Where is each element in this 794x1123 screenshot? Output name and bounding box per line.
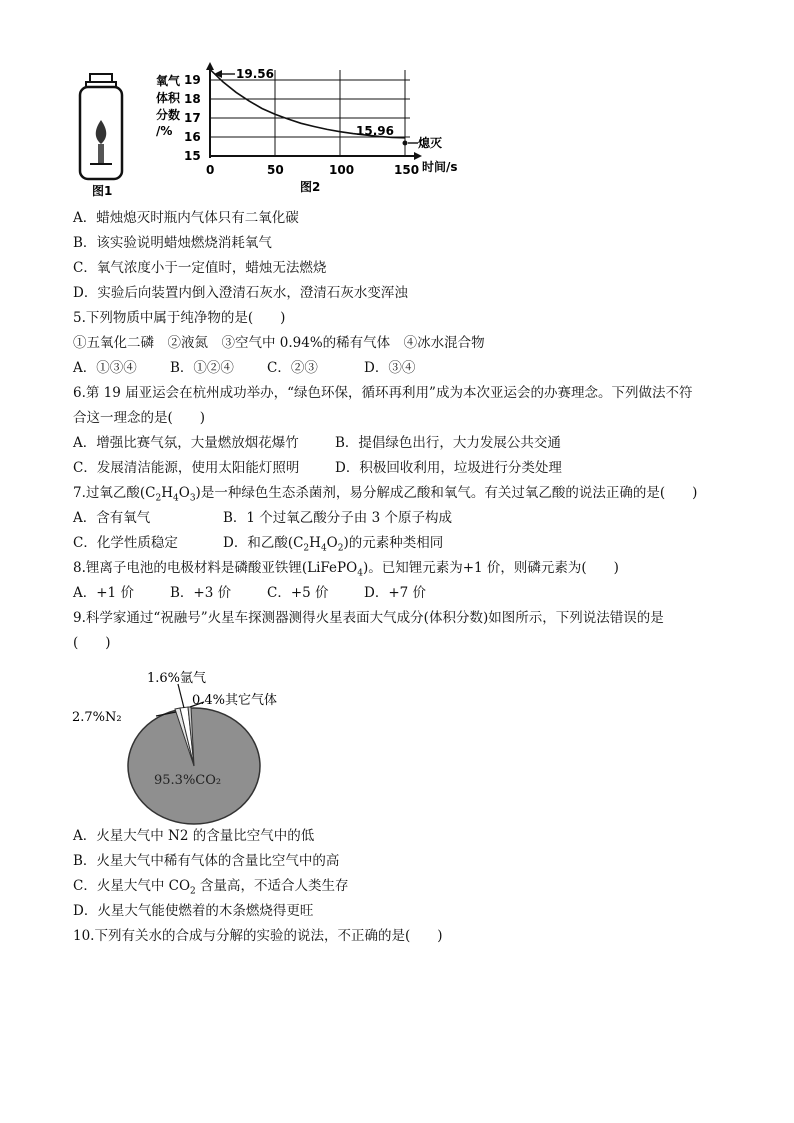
q7-sub1: 2 bbox=[155, 493, 162, 504]
q10-stem: 10.下列有关水的合成与分解的实验的说法，不正确的是( ) bbox=[73, 928, 443, 944]
q8-stem bbox=[73, 558, 619, 584]
y-label-line-3: 分数 bbox=[156, 108, 181, 122]
q7-option-a: A．含有氧气 bbox=[73, 510, 151, 526]
q6-stem-line2: 合这一理念的是( ) bbox=[73, 410, 206, 426]
q8-option-a: A．+1 价 bbox=[73, 585, 134, 601]
q7-option-d-b: H bbox=[309, 535, 321, 551]
q7-option-d-d: )的元素种类相同 bbox=[343, 535, 444, 551]
y-tick-17: 17 bbox=[184, 111, 201, 125]
q7-sub2: 4 bbox=[173, 493, 179, 504]
q7-option-d bbox=[223, 535, 444, 554]
q7-options-row1 bbox=[73, 508, 452, 528]
annotation-event: 熄灭 bbox=[418, 136, 443, 150]
q7-d-sub3: 2 bbox=[337, 543, 344, 554]
q9-option-a: A．火星大气中 N2 的含量比空气中的低 bbox=[73, 828, 315, 844]
q6-option-a: A．增强比赛气氛，大量燃放烟花爆竹 bbox=[73, 435, 299, 451]
x-tick-50: 50 bbox=[267, 163, 284, 177]
q7-option-d-a: D．和乙酸(C bbox=[223, 535, 304, 551]
q9-option-c-sub: 2 bbox=[190, 886, 196, 897]
q8-stem-b: )。已知锂元素为+1 价，则磷元素为( ) bbox=[362, 560, 619, 576]
y-tick-15: 15 bbox=[184, 149, 201, 163]
leader-argon bbox=[178, 684, 184, 708]
q6-options-row2 bbox=[73, 458, 597, 478]
pie-svg bbox=[70, 666, 310, 826]
y-tick-18: 18 bbox=[184, 92, 201, 106]
q7-option-b: B．1 个过氧乙酸分子由 3 个原子构成 bbox=[223, 510, 452, 526]
figure1-caption: 图1 bbox=[92, 184, 113, 198]
q4-option-b: B．该实验说明蜡烛燃烧消耗氧气 bbox=[73, 235, 272, 251]
q9-option-b: B．火星大气中稀有气体的含量比空气中的高 bbox=[73, 853, 340, 869]
q7-option-c: C．化学性质稳定 bbox=[73, 535, 178, 551]
q9-stem-line1: 9.科学家通过“祝融号”火星车探测器测得火星表面大气成分(体积分数)如图所示，下列说法错误的是 bbox=[73, 610, 664, 626]
q4-option-c: C．氧气浓度小于一定值时，蜡烛无法燃烧 bbox=[73, 260, 327, 276]
q7-options-row2 bbox=[73, 533, 443, 559]
q5-option-c: C．②③ bbox=[267, 360, 318, 376]
pie-label-n2: 2.7%N₂ bbox=[72, 710, 122, 725]
q8-stem-a: 8.锂离子电池的电极材料是磷酸亚铁锂(LiFePO bbox=[73, 560, 358, 576]
annotation-end: 15.96 bbox=[356, 124, 394, 138]
q7-stem bbox=[73, 483, 697, 509]
pie-label-co2: 95.3%CO₂ bbox=[154, 773, 222, 788]
y-tick-19: 19 bbox=[184, 73, 201, 87]
figure2-caption: 图2 bbox=[300, 180, 321, 194]
q7-d-sub1: 2 bbox=[303, 543, 310, 554]
pie-label-other: 0.4%其它气体 bbox=[192, 693, 278, 708]
pie-label-argon: 1.6%氩气 bbox=[147, 671, 207, 686]
y-ticks bbox=[184, 73, 201, 163]
q8-option-d: D．+7 价 bbox=[364, 585, 427, 601]
q9-option-d: D．火星大气能使燃着的木条燃烧得更旺 bbox=[73, 903, 314, 919]
q7-option-d-c: O bbox=[326, 535, 338, 551]
x-tick-0: 0 bbox=[206, 163, 215, 177]
q9-stem-line2: ( ) bbox=[73, 635, 111, 651]
chart-grid bbox=[210, 70, 410, 156]
q5-option-a: A．①③④ bbox=[73, 360, 137, 376]
y-axis-arrow bbox=[206, 62, 214, 70]
q7-stem-b: H bbox=[161, 485, 173, 501]
q6-option-d: D．积极回收利用，垃圾进行分类处理 bbox=[335, 460, 562, 476]
mars-atmosphere-pie bbox=[70, 666, 310, 826]
q6-options-row1 bbox=[73, 433, 597, 453]
q7-stem-a: 7.过氧乙酸(C bbox=[73, 485, 156, 501]
q9-option-c-a: C．火星大气中 CO bbox=[73, 878, 191, 894]
q8-option-b: B．+3 价 bbox=[170, 585, 232, 601]
q9-option-c bbox=[73, 876, 349, 902]
q7-d-sub2: 4 bbox=[320, 543, 327, 554]
q8-option-c: C．+5 价 bbox=[267, 585, 329, 601]
q5-option-b: B．①②④ bbox=[170, 360, 234, 376]
figure-region bbox=[70, 62, 490, 202]
annotation-start: 19.56 bbox=[236, 67, 274, 81]
q8-options bbox=[73, 583, 461, 603]
q7-stem-c: O bbox=[178, 485, 190, 501]
q9-option-c-b: 含量高，不适合人类生存 bbox=[195, 878, 349, 894]
x-tick-150: 150 bbox=[394, 163, 420, 177]
x-ticks bbox=[206, 163, 419, 177]
q5-options bbox=[73, 358, 461, 378]
q5-items: ①五氧化二磷 ②液氮 ③空气中 0.94%的稀有气体 ④冰水混合物 bbox=[73, 335, 485, 351]
q7-stem-d: )是一种绿色生态杀菌剂，易分解成乙酸和氧气。有关过氧乙酸的说法正确的是( ) bbox=[195, 485, 698, 501]
y-label-line-2: 体积 bbox=[156, 91, 181, 105]
y-tick-16: 16 bbox=[184, 130, 201, 144]
q6-option-c: C．发展清洁能源，使用太阳能灯照明 bbox=[73, 460, 300, 476]
x-axis-arrow bbox=[414, 152, 422, 160]
x-axis-label: 时间/s bbox=[422, 160, 458, 174]
q6-option-b: B．提倡绿色出行，大力发展公共交通 bbox=[335, 435, 561, 451]
extinguish-point bbox=[403, 141, 408, 146]
jar-illustration bbox=[80, 74, 122, 179]
q4-option-a: A．蜡烛熄灭时瓶内气体只有二氧化碳 bbox=[73, 210, 299, 226]
y-label-line-4: /% bbox=[156, 124, 173, 138]
x-tick-100: 100 bbox=[329, 163, 355, 177]
q8-stem-sub: 4 bbox=[357, 568, 363, 579]
q7-sub3: 3 bbox=[189, 493, 196, 504]
figures-svg bbox=[70, 62, 490, 202]
q5-stem: 5.下列物质中属于纯净物的是( ) bbox=[73, 310, 286, 326]
y-label-line-1: 氧气 bbox=[156, 74, 181, 88]
q5-option-d: D．③④ bbox=[364, 360, 416, 376]
q4-option-d: D．实验后向装置内倒入澄清石灰水，澄清石灰水变浑浊 bbox=[73, 285, 408, 301]
q6-stem-line1: 6.第 19 届亚运会在杭州成功举办，“绿色环保，循环再利用”成为本次亚运会的办赛理念。下列做法不符 bbox=[73, 385, 693, 401]
